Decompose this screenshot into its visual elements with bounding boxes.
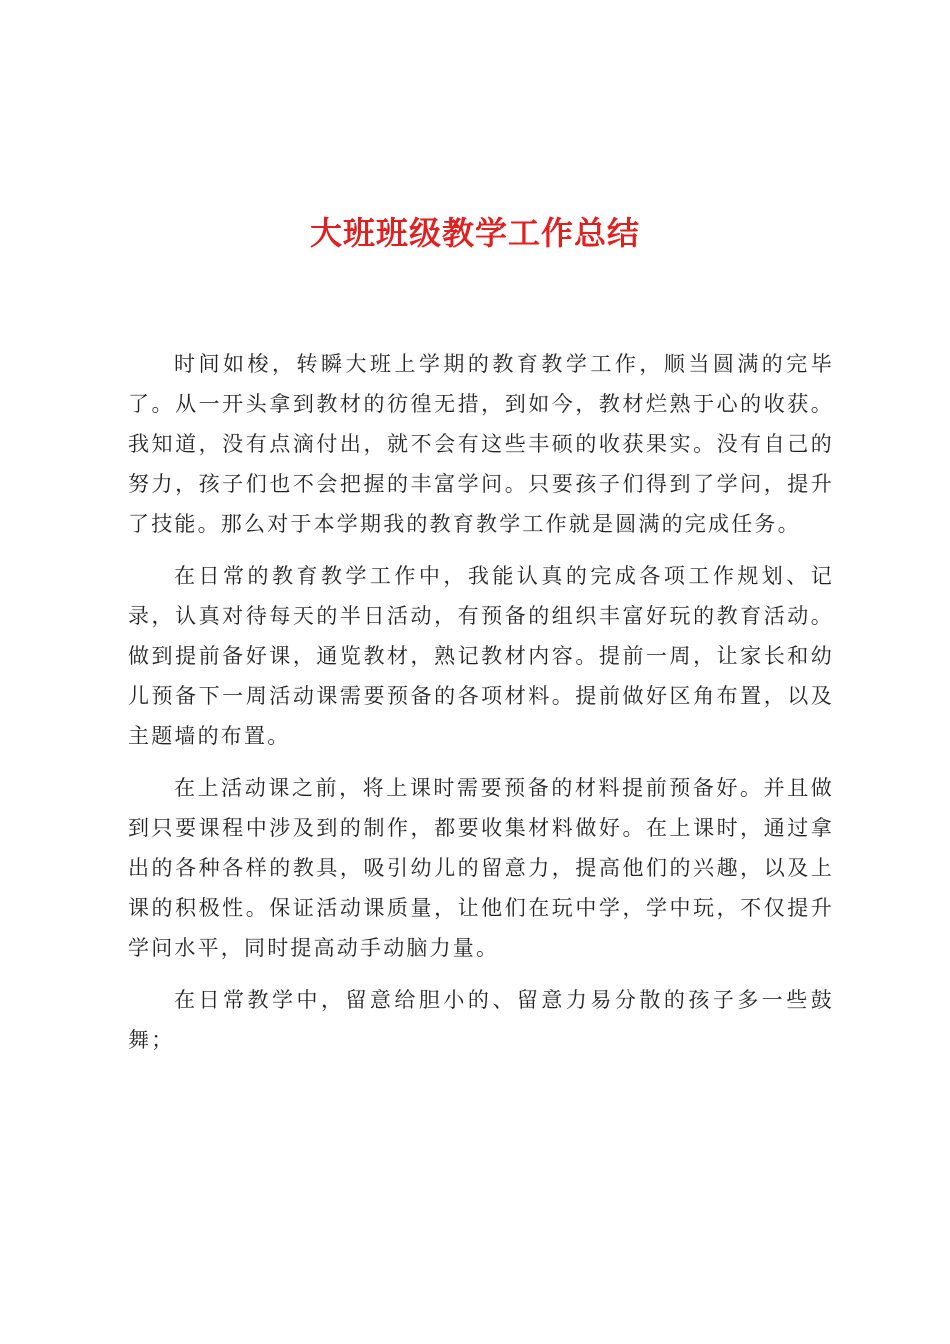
document-title: 大班班级教学工作总结 [309, 214, 640, 252]
paragraph-2: 在日常的教育教学工作中，我能认真的完成各项工作规划、记录，认真对待每天的半日活动，有预备的组织丰富好玩的教育活动。做到提前备好课，通览教材，熟记教材内容。提前一周，让家长和幼儿预备下一周活动课需要预备的各项材料。提前做好区角布置，以及主题墙的布置。 [128, 564, 834, 748]
paragraph-3: 在上活动课之前，将上课时需要预备的材料提前预备好。并且做到只要课程中涉及到的制作，都要收集材料做好。在上课时，通过拿出的各种各样的教具，吸引幼儿的留意力，提高他们的兴趣，以及上课的积极性。保证活动课质量，让他们在玩中学，学中玩，不仅提升学问水平，同时提高动手动脑力量。 [128, 776, 834, 960]
paragraph-4: 在日常教学中，留意给胆小的、留意力易分散的孩子多一些鼓舞； [128, 988, 834, 1052]
document-body [128, 344, 834, 1072]
paragraph-1: 时间如梭，转瞬大班上学期的教育教学工作，顺当圆满的完毕了。从一开头拿到教材的彷徨无措，到如今，教材烂熟于心的收获。我知道，没有点滴付出，就不会有这些丰硕的收获果实。没有自己的努力，孩子们也不会把握的丰富学问。只要孩子们得到了学问，提升了技能。那么对于本学期我的教育教学工作就是圆满的完成任务。 [128, 352, 834, 536]
